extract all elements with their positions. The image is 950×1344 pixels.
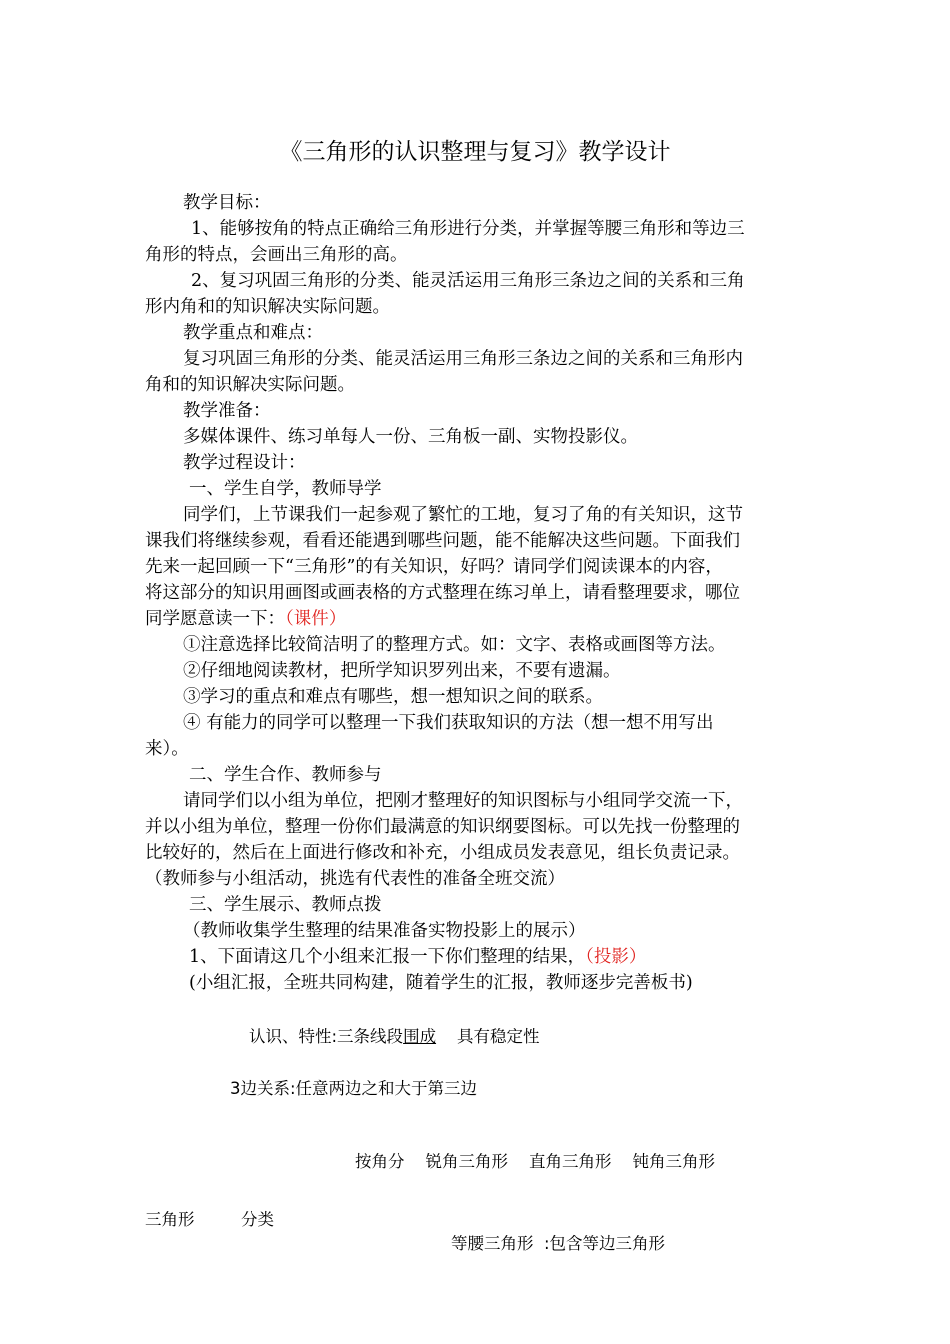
goal-1-line-1: 1、能够按角的特点正确给三角形进行分类，并掌握等腰三角形和等边三 (191, 219, 745, 239)
board-enclosed-text: 围成 (403, 1027, 437, 1046)
requirement-4-line-1: ④ 有能力的同学可以整理一下我们获取知识的方法（想一想不用写出 (183, 713, 714, 733)
section-2-paragraph-line-1: 请同学们以小组为单位，把刚才整理好的知识图标与小组同学交流一下， (183, 791, 743, 811)
section-2-paragraph-line-3: 比较好的，然后在上面进行修改和补充，小组成员发表意见，组长负责记录。 (145, 843, 740, 863)
section-1-heading: 一、学生自学，教师导学 (189, 479, 382, 499)
document-title: 《三角形的认识整理与复习》教学设计 (279, 139, 671, 165)
section-3-heading: 三、学生展示、教师点拨 (189, 895, 382, 915)
requirement-3: ③学习的重点和难点有哪些，想一想知识之间的联系。 (183, 687, 603, 707)
board-recognize-line (249, 1024, 540, 1050)
preparation-heading: 教学准备： (183, 401, 271, 421)
requirement-2: ②仔细地阅读教材，把所学知识罗列出来，不要有遗漏。 (183, 661, 621, 681)
section-1-paragraph-line-3: 先来一起回顾一下“三角形”的有关知识，好吗？请同学们阅读课本的内容， (145, 557, 723, 577)
section-3-line-2: (小组汇报，全班共同构建，随着学生的汇报，教师逐步完善板书) (189, 973, 693, 993)
section-1-paragraph-line-5 (145, 606, 346, 632)
section-3-line-1-text: 1、下面请这几个小组来汇报一下你们整理的结果， (189, 947, 586, 967)
process-heading: 教学过程设计： (183, 453, 306, 473)
key-difficulty-line-1: 复习巩固三角形的分类、能灵活运用三角形三条边之间的关系和三角形内 (183, 349, 743, 369)
key-difficulty-heading: 教学重点和难点： (183, 323, 323, 343)
board-recognize-text: 认识、特性:三条线段 (249, 1027, 404, 1046)
courseware-note: （课件） (285, 609, 347, 629)
section-1-paragraph-line-2: 课我们将继续参观，看看还能遇到哪些问题，能不能解决这些问题。下面我们 (145, 531, 740, 551)
board-isosceles: 等腰三角形 :包含等边三角形 (451, 1234, 666, 1253)
goal-2-line-1: 2、复习巩固三角形的分类、能灵活运用三角形三条边之间的关系和三角 (191, 271, 745, 291)
section-1-paragraph-line-1: 同学们，上节课我们一起参观了繁忙的工地，复习了角的有关知识，这节 (183, 505, 743, 525)
section-3-line-1 (189, 944, 646, 970)
board-triangle-label: 三角形 (145, 1210, 195, 1229)
requirement-4-line-2: 来）。 (145, 739, 189, 759)
board-stability-text: 具有稳定性 (436, 1027, 540, 1046)
goal-2-line-2: 形内角和的知识解决实际问题。 (145, 297, 390, 317)
projection-note: （投影） (585, 947, 647, 967)
preparation-text: 多媒体课件、练习单每人一份、三角板一副、实物投影仪。 (183, 427, 638, 447)
section-1-paragraph-line-4: 将这部分的知识用画图或画表格的方式整理在练习单上，请看整理要求，哪位 (145, 583, 740, 603)
goal-1-line-2: 角形的特点，会画出三角形的高。 (145, 245, 408, 265)
goals-heading: 教学目标： (183, 193, 271, 213)
section-2-paragraph-line-4: （教师参与小组活动，挑选有代表性的准备全班交流） (145, 869, 565, 889)
board-classify-label: 分类 (241, 1210, 274, 1229)
requirement-1: ①注意选择比较简洁明了的整理方式。如：文字、表格或画图等方法。 (183, 635, 726, 655)
section-2-heading: 二、学生合作、教师参与 (189, 765, 382, 785)
board-classify-by-angle: 按角分 锐角三角形 直角三角形 钝角三角形 (355, 1152, 715, 1171)
board-sides-relation: 3边关系:任意两边之和大于第三边 (230, 1079, 478, 1098)
section-2-paragraph-line-2: 并以小组为单位，整理一份你们最满意的知识纲要图标。可以先找一份整理的 (145, 817, 740, 837)
section-3-note: （教师收集学生整理的结果准备实物投影上的展示） (183, 921, 586, 941)
key-difficulty-line-2: 角和的知识解决实际问题。 (145, 375, 355, 395)
section-1-paragraph-line-5-text: 同学愿意读一下： (145, 609, 285, 629)
